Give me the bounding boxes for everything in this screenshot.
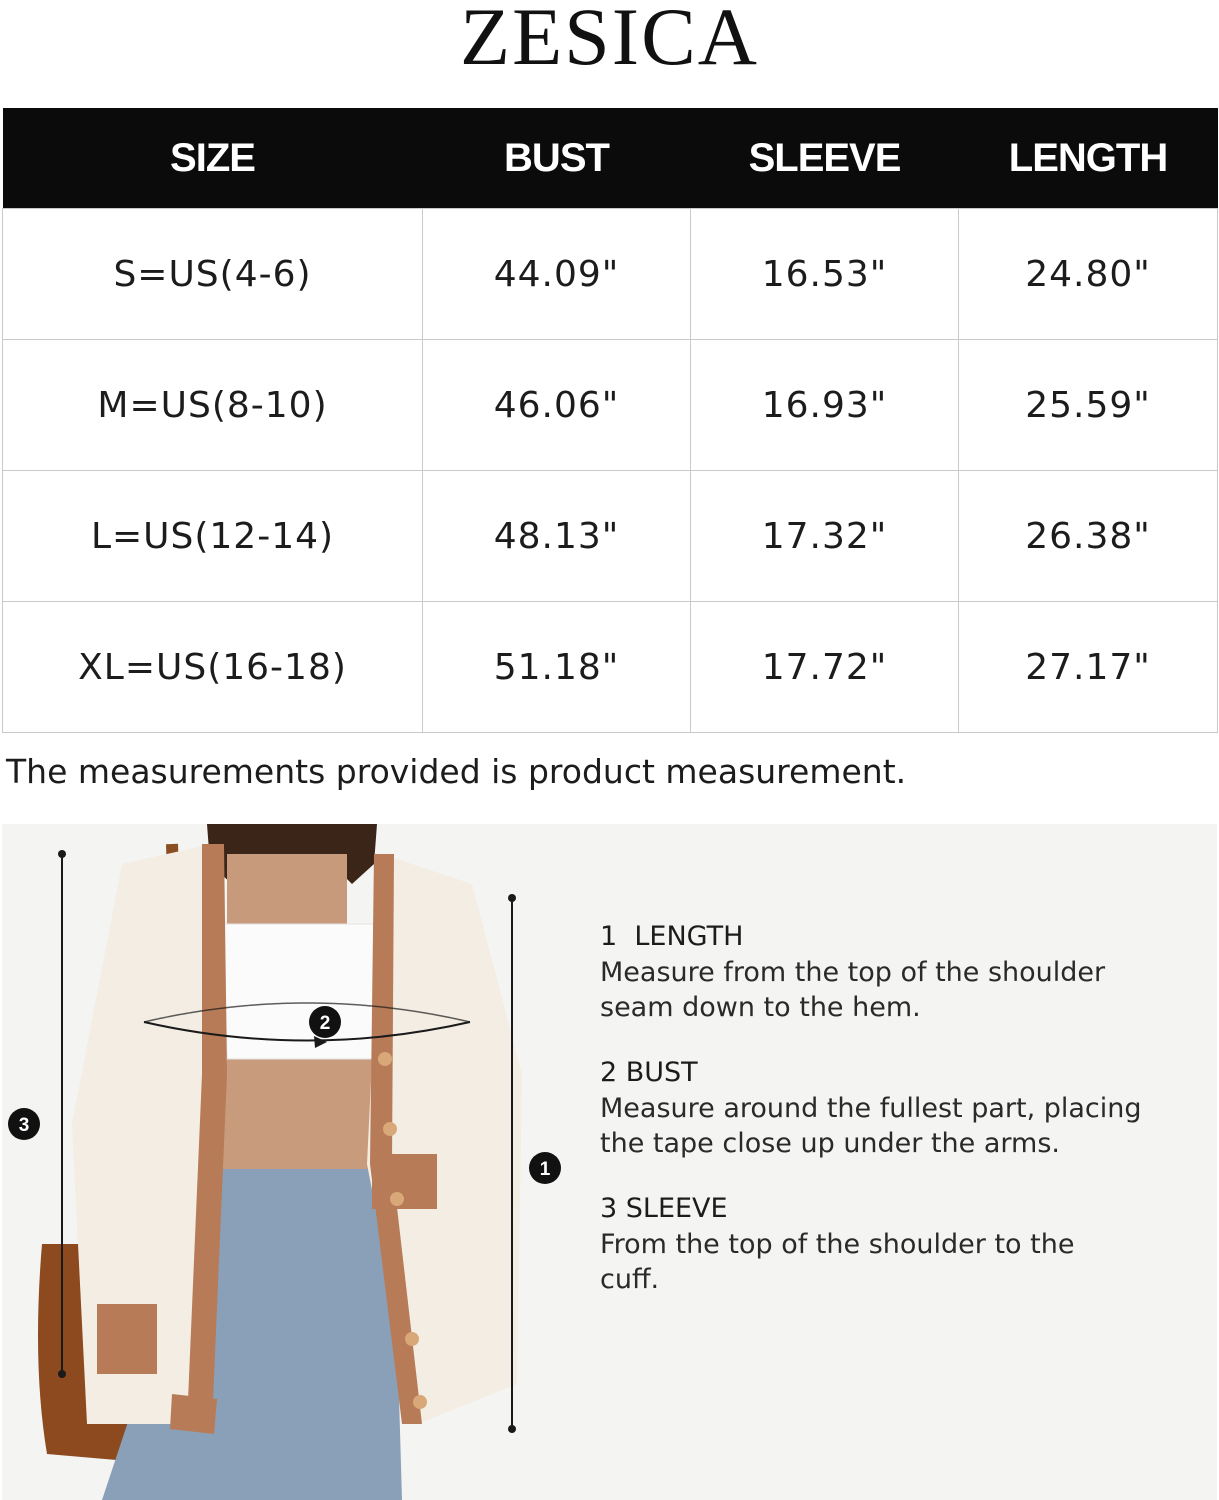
button-icon xyxy=(405,1332,419,1346)
marker-3-label: 3 xyxy=(18,1115,30,1136)
marker-2 xyxy=(309,1006,341,1038)
measurement-guide xyxy=(2,824,1217,1500)
cell-sleeve: 17.32" xyxy=(691,471,959,602)
marker-1 xyxy=(529,1152,561,1184)
instruction-desc: Measure from the top of the shoulder seam down to the hem. xyxy=(600,957,1106,1023)
marker-1-label: 1 xyxy=(539,1159,551,1180)
header-size: SIZE xyxy=(3,108,423,209)
cell-length: 25.59" xyxy=(959,340,1218,471)
cell-length: 26.38" xyxy=(959,471,1218,602)
cuff-right xyxy=(372,1154,437,1209)
cell-bust: 44.09" xyxy=(423,209,691,340)
cell-size: S=US(4-6) xyxy=(3,209,423,340)
table-row xyxy=(3,209,1218,340)
table-row xyxy=(3,471,1218,602)
header-sleeve: SLEEVE xyxy=(691,108,959,209)
cell-size: XL=US(16-18) xyxy=(3,602,423,733)
instruction-length xyxy=(600,919,1200,1025)
cell-bust: 46.06" xyxy=(423,340,691,471)
instruction-sleeve xyxy=(600,1191,1200,1297)
size-chart-table xyxy=(2,108,1218,733)
button-icon xyxy=(383,1122,397,1136)
cell-size: M=US(8-10) xyxy=(3,340,423,471)
button-icon xyxy=(390,1192,404,1206)
cell-length: 24.80" xyxy=(959,209,1218,340)
instruction-title: 1 LENGTH xyxy=(600,921,744,952)
cell-sleeve: 16.93" xyxy=(691,340,959,471)
header-bust: BUST xyxy=(423,108,691,209)
model-illustration xyxy=(2,824,602,1500)
header-length: LENGTH xyxy=(959,108,1218,209)
marker-2-label: 2 xyxy=(319,1013,331,1034)
cell-sleeve: 16.53" xyxy=(691,209,959,340)
brand-logo: ZESICA xyxy=(460,0,759,82)
hem-band xyxy=(170,1394,217,1434)
line-endpoint-icon xyxy=(58,1370,66,1378)
line-endpoint-icon xyxy=(508,1425,516,1433)
line-endpoint-icon xyxy=(58,850,66,858)
cell-size: L=US(12-14) xyxy=(3,471,423,602)
cell-bust: 48.13" xyxy=(423,471,691,602)
line-endpoint-icon xyxy=(508,894,516,902)
instruction-desc: Measure around the fullest part, placing the tape close up under the arms. xyxy=(600,1093,1142,1159)
cuff-left xyxy=(97,1304,157,1374)
instruction-title: 3 SLEEVE xyxy=(600,1193,728,1224)
instruction-title: 2 BUST xyxy=(600,1057,698,1088)
table-row xyxy=(3,340,1218,471)
measurement-instructions xyxy=(600,919,1200,1327)
instruction-desc: From the top of the shoulder to the cuff. xyxy=(600,1229,1075,1295)
instruction-bust xyxy=(600,1055,1200,1161)
marker-3 xyxy=(8,1108,40,1140)
button-icon xyxy=(413,1395,427,1409)
table-header-row xyxy=(3,108,1218,209)
midriff-skin xyxy=(217,1059,382,1169)
measurement-note: The measurements provided is product measurement. xyxy=(6,752,907,791)
cell-bust: 51.18" xyxy=(423,602,691,733)
button-icon xyxy=(378,1052,392,1066)
cell-sleeve: 17.72" xyxy=(691,602,959,733)
cell-length: 27.17" xyxy=(959,602,1218,733)
table-row xyxy=(3,602,1218,733)
